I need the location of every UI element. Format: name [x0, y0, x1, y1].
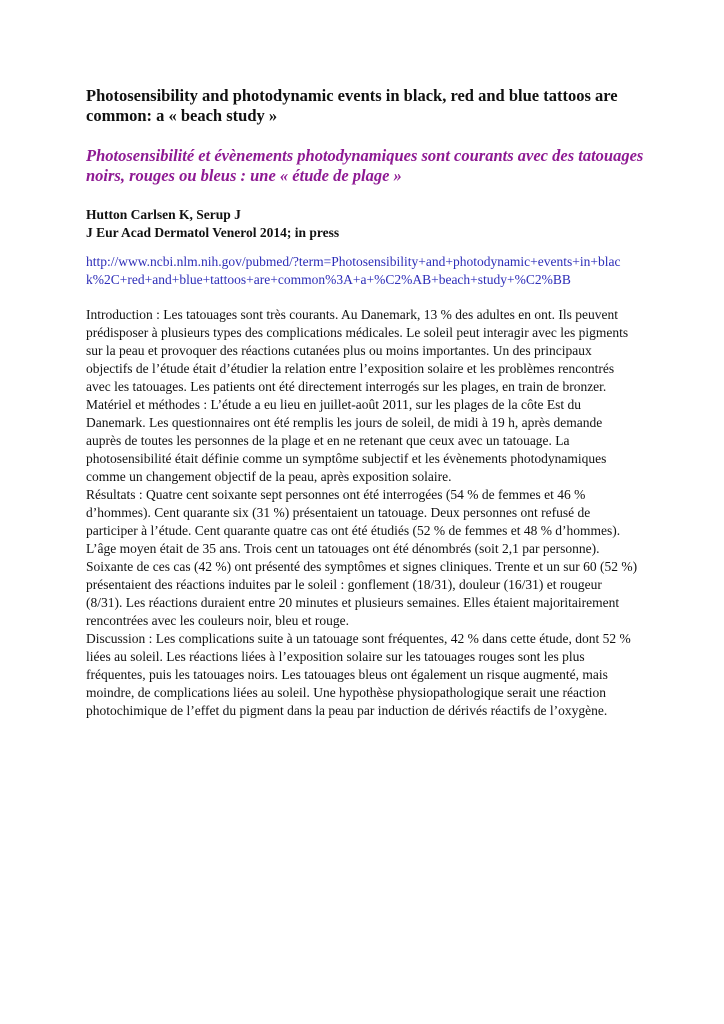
paragraph-results: Résultats : Quatre cent soixante sept personnes ont été interrogées (54 % de femmes et 46 % d’hommes). Cent quarante six (31 %) présentaient un tatouage. Deux personnes ont refusé de participer à l’étude. Cent quarante quatre cas ont été étudiés (52 % de femmes et 48 % d’hommes). L’âge moyen était de 35 ans. Trois cent un tatouages ont été dénombrés (soit 2,1 par personne). [86, 487, 621, 556]
citation-block [86, 206, 646, 242]
pubmed-link[interactable]: http://www.ncbi.nlm.nih.gov/pubmed/?term=Photosensibility+and+photodynamic+events+in+black%2C+red+and+blue+tattoos+are+common%3A+a+%C2%AB+beach+study+%C2%BB [86, 254, 621, 287]
article-body [86, 306, 638, 720]
article-authors: Hutton Carlsen K, Serup J [86, 207, 241, 222]
paragraph-methods: Matériel et méthodes : L’étude a eu lieu en juillet-août 2011, sur les plages de la côte Est du Danemark. Les questionnaires ont été remplis les jours de soleil, de midi à 19 h, après demande auprès de toutes les personnes de la plage et en ne retenant que ceux avec un tatouage. La photosensibilité était définie comme un symptôme subjectif et les évènements photodynamiques comme un changement objectif de la peau, après exposition solaire. [86, 397, 607, 484]
journal-reference: J Eur Acad Dermatol Venerol 2014; in press [86, 225, 340, 240]
paragraph-discussion: Discussion : Les complications suite à un tatouage sont fréquentes, 42 % dans cette étude, dont 52 % liées au soleil. Les réactions liées à l’exposition solaire sur les tatouages rouges sont les plus fréquentes, puis les tatouages noirs. Les tatouages bleus ont également un risque augmenté, mais moindre, de complications liées au soleil. Une hypothèse physiopathologique serait une réaction photochimique de l’effet du pigment dans la peau par induction de dérivés réactifs de l’oxygène. [86, 631, 631, 718]
article-title-english: Photosensibility and photodynamic events in black, red and blue tattoos are common: a « beach study » [86, 86, 618, 125]
article-title-french: Photosensibilité et évènements photodynamiques sont courants avec des tatouages noirs, rouges ou bleus : une « étude de plage » [86, 146, 644, 185]
paragraph-introduction: Introduction : Les tatouages sont très courants. Au Danemark, 13 % des adultes en ont. Ils peuvent prédisposer à plusieurs types des complications médicales. Le soleil peut interagir avec les pigments sur la peau et provoquer des réactions cutanées plus ou moins importantes. Un des principaux objectifs de l’étude était d’étudier la relation entre l’exposition solaire et les problèmes rencontrés avec les tatouages. Les patients ont été directement interrogés sur les plages, en train de bronzer. [86, 307, 629, 394]
paragraph-results-continued: Soixante de ces cas (42 %) ont présenté des symptômes et signes cliniques. Trente et un sur 60 (52 %) présentaient des réactions induites par le soleil : gonflement (18/31), douleur (16/31) et rougeur (8/31). Les réactions duraient entre 20 minutes et plusieurs semaines. Elles étaient majoritairement rencontrées avec les couleurs noir, bleu et rouge. [86, 559, 638, 628]
